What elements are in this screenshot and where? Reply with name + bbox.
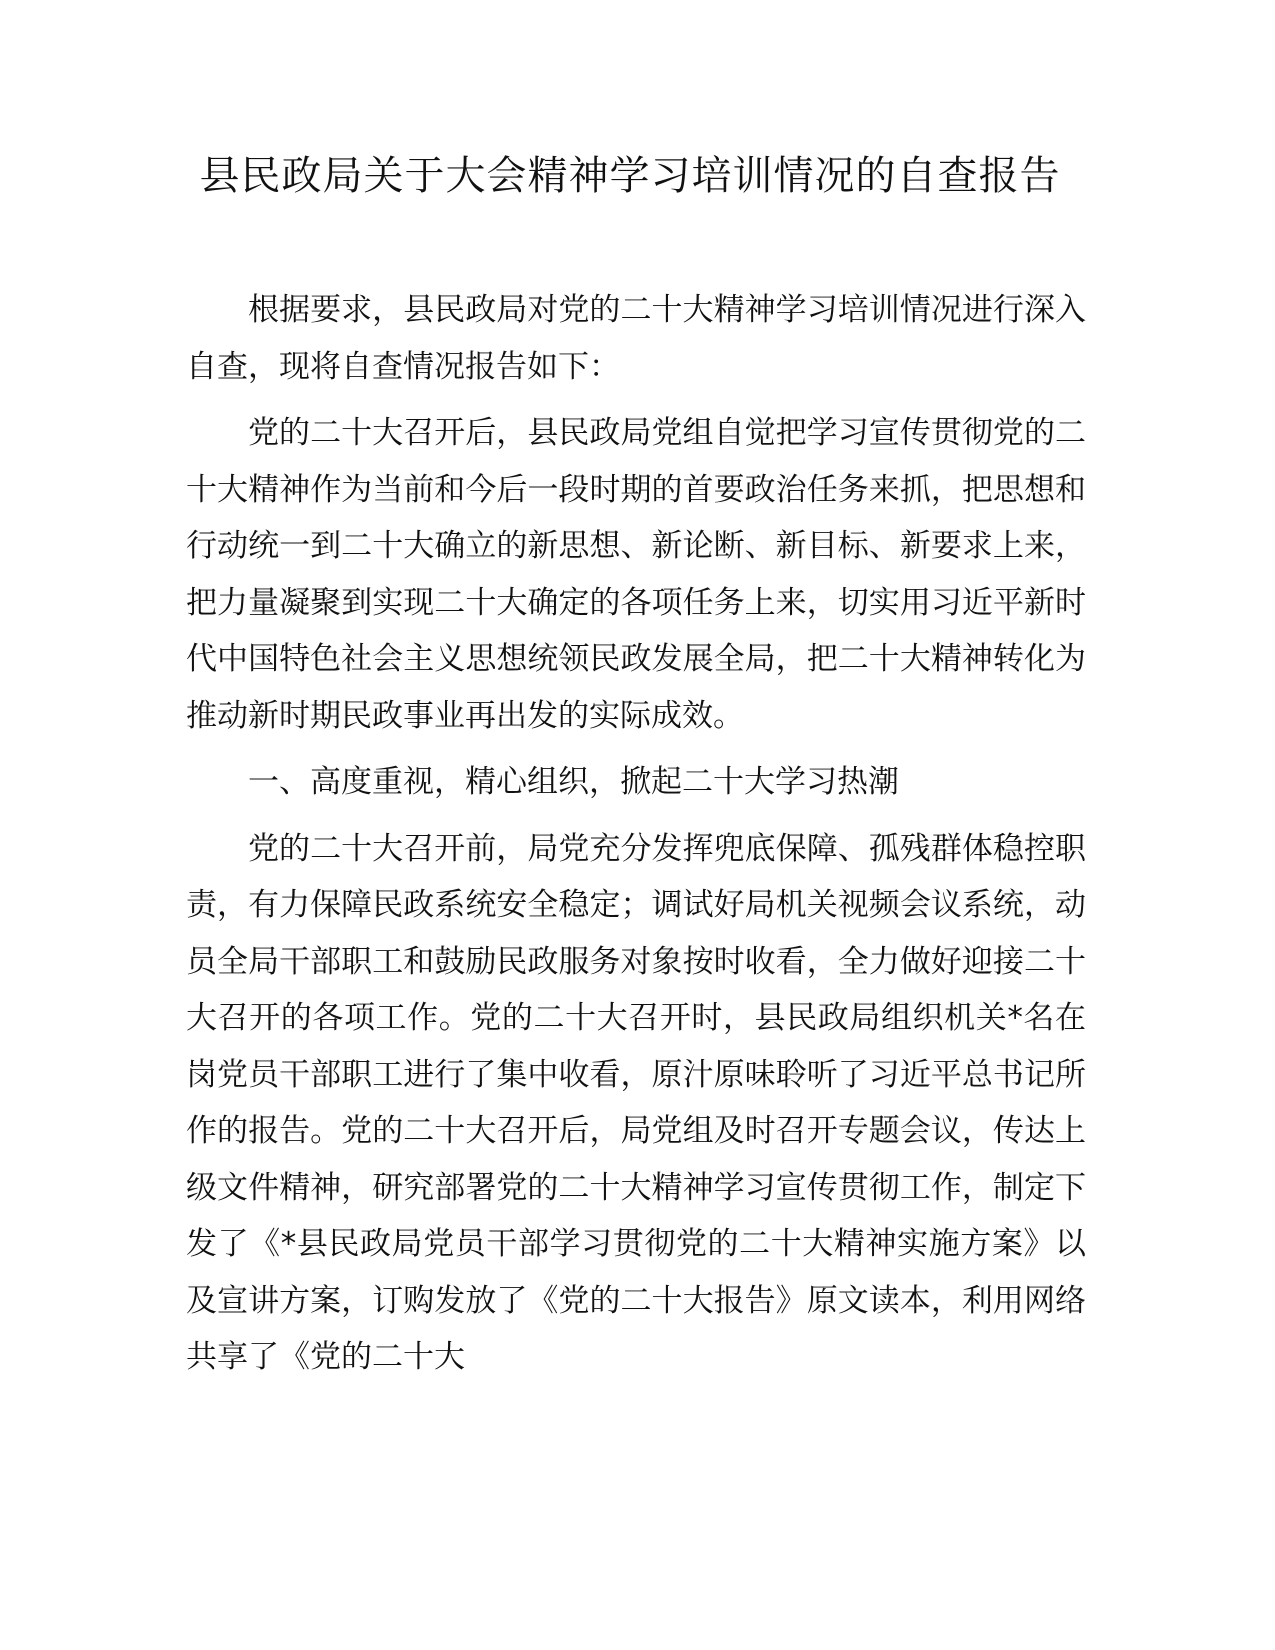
document-body [186,282,1086,1396]
section-heading-1: 一、高度重视，精心组织，掀起二十大学习热潮 [248,764,899,800]
intro-paragraph: 根据要求，县民政局对党的二十大精神学习培训情况进行深入自查，现将自查情况报告如下： [186,292,1086,385]
document-title: 县民政局关于大会精神学习培训情况的自查报告 [199,153,1061,199]
section-1-paragraph: 党的二十大召开前，局党充分发挥兜底保障、孤残群体稳控职责，有力保障民政系统安全稳定；调试好局机关视频会议系统，动员全局干部职工和鼓励民政服务对象按时收看，全力做好迎接二十大召开的各项工作。党的二十大召开时，县民政局组织机关*名在岗党员干部职工进行了集中收看，原汁原味聆听了习近平总书记所作的报告。党的二十大召开后，局党组及时召开专题会议，传达上级文件精神，研究部署党的二十大精神学习宣传贯彻工作，制定下发了《*县民政局党员干部学习贯彻党的二十大精神实施方案》以及宣讲方案，订购发放了《党的二十大报告》原文读本，利用网络共享了《党的二十大 [186,830,1086,1375]
overview-paragraph: 党的二十大召开后，县民政局党组自觉把学习宣传贯彻党的二十大精神作为当前和今后一段时期的首要政治任务来抓，把思想和行动统一到二十大确立的新思想、新论断、新目标、新要求上来，把力量凝聚到实现二十大确定的各项任务上来，切实用习近平新时代中国特色社会主义思想统领民政发展全局，把二十大精神转化为推动新时期民政事业再出发的实际成效。 [186,415,1086,734]
